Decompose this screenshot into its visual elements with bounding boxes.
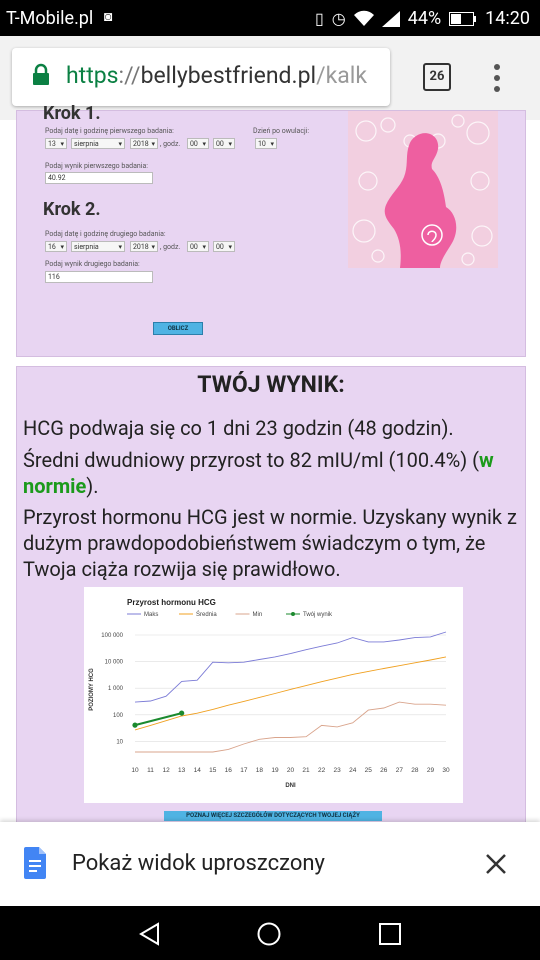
- hcg-chart: [84, 587, 463, 803]
- document-icon: [24, 847, 46, 879]
- ovulation-label: Dzień po owulacji:: [253, 127, 310, 135]
- step1-date-label: Podaj datę i godzinę pierwszego badania:: [45, 127, 174, 135]
- series-line-min: [135, 702, 446, 752]
- x-tick-label: 18: [255, 767, 264, 774]
- x-tick-label: 14: [193, 767, 201, 774]
- more-details-button[interactable]: POZNAJ WIĘCEJ SZCZEGÓŁÓW DOTYCZĄCYCH TWOJEJ CIĄŻY: [164, 811, 382, 821]
- step1-heading: Krok 1.: [43, 103, 101, 124]
- x-tick-label: 28: [411, 767, 419, 774]
- step1-year-select[interactable]: 2018 ▾: [130, 138, 158, 149]
- step1-minute-select[interactable]: 00 ▾: [213, 138, 235, 149]
- step2-heading: Krok 2.: [43, 199, 101, 220]
- x-axis-label: DNI: [285, 783, 296, 789]
- result-summary: Przyrost hormonu HCG jest w normie. Uzyskany wynik z dużym prawdopodobieństwem świadczym o tym, że Twoja ciąża rozwija się prawidłowo.: [23, 505, 517, 581]
- legend-label: Średnia: [196, 612, 217, 618]
- x-tick-label: 13: [178, 767, 186, 774]
- alarm-icon: ◷: [331, 9, 346, 28]
- step1-day-select[interactable]: 13 ▾: [45, 138, 67, 149]
- step2-day-select[interactable]: 16 ▾: [45, 241, 67, 252]
- x-tick-label: 23: [333, 767, 341, 774]
- close-icon[interactable]: [485, 853, 507, 875]
- x-tick-label: 27: [395, 767, 403, 774]
- step1-result-input[interactable]: 40.92: [45, 172, 153, 184]
- signal-icon: [382, 11, 400, 27]
- x-tick-label: 29: [426, 767, 435, 774]
- overflow-menu-icon[interactable]: [490, 64, 504, 94]
- result-title: TWÓJ WYNIK:: [197, 371, 345, 398]
- x-tick-label: 15: [209, 767, 217, 774]
- x-tick-label: 25: [364, 767, 372, 774]
- vibrate-icon: ▯: [314, 9, 324, 28]
- step2-month-select[interactable]: sierpnia ▾: [71, 241, 125, 252]
- navigation-bar: [0, 906, 540, 960]
- y-tick-label: 10 000: [104, 659, 123, 666]
- series-line--rednia: [135, 657, 446, 730]
- status-bar: [0, 0, 540, 36]
- step1-result-label: Podaj wynik pierwszego badania:: [45, 162, 148, 170]
- result-doubling-time: HCG podwaja się co 1 dni 23 godzin (48 godzin).: [23, 416, 454, 440]
- y-tick-label: 1 000: [107, 686, 123, 693]
- x-tick-label: 16: [224, 767, 232, 774]
- pregnant-woman-illustration: [348, 111, 498, 268]
- result-panel: [16, 366, 526, 838]
- y-tick-label: 100 000: [101, 633, 123, 640]
- y-axis-label: POZIOMY HCG: [89, 668, 95, 711]
- x-tick-label: 26: [380, 767, 388, 774]
- step1-month-select[interactable]: sierpnia ▾: [71, 138, 125, 149]
- legend-marker: [291, 612, 295, 616]
- ovulation-select[interactable]: 10 ▾: [255, 138, 277, 149]
- back-icon[interactable]: [138, 922, 162, 946]
- clock-time: 14:20: [485, 8, 530, 29]
- godz-label: , godz.: [160, 140, 181, 148]
- x-tick-label: 12: [162, 767, 170, 774]
- x-tick-label: 20: [286, 767, 295, 774]
- x-tick-label: 17: [240, 767, 248, 774]
- x-tick-label: 11: [147, 767, 154, 774]
- step2-minute-select[interactable]: 00 ▾: [213, 241, 235, 252]
- result-status: w normie: [23, 448, 494, 498]
- url-text: https://bellybestfriend.pl/kalk: [66, 62, 367, 89]
- x-tick-label: 19: [271, 767, 279, 774]
- simplified-view-label: Pokaż widok uproszczony: [72, 851, 325, 876]
- x-tick-label: 10: [131, 767, 139, 774]
- step2-result-input[interactable]: 116: [45, 271, 153, 283]
- recents-icon[interactable]: [379, 923, 401, 945]
- legend-label: Twój wynik: [303, 612, 333, 618]
- page-content: [0, 103, 540, 822]
- step2-hour-select[interactable]: 00 ▾: [187, 241, 209, 252]
- calculate-button[interactable]: OBLICZ: [153, 322, 203, 335]
- x-tick-label: 22: [317, 767, 326, 774]
- step2-date-label: Podaj datę i godzinę drugiego badania:: [45, 230, 166, 238]
- series-line-maks: [135, 632, 446, 702]
- user-result-point: [132, 723, 137, 728]
- lock-icon: [32, 64, 50, 86]
- chart-title: Przyrost hormonu HCG: [127, 598, 216, 607]
- url-bar[interactable]: [12, 48, 390, 106]
- result-average-increase: Średni dwudniowy przyrost to 82 mIU/ml (100.4%) (w normie).: [23, 448, 494, 498]
- y-tick-label: 100: [112, 712, 123, 719]
- simplified-view-banner[interactable]: [0, 822, 540, 906]
- step2-result-label: Podaj wynik drugiego badania:: [45, 260, 140, 268]
- battery-level: 44%: [407, 8, 442, 29]
- y-tick-label: 10: [116, 739, 123, 746]
- x-tick-label: 24: [349, 767, 357, 774]
- battery-icon: [449, 11, 477, 27]
- legend-label: Maks: [144, 612, 159, 618]
- instagram-icon: ◙: [104, 9, 113, 25]
- step1-hour-select[interactable]: 00 ▾: [187, 138, 209, 149]
- home-icon[interactable]: [257, 922, 281, 946]
- step2-year-select[interactable]: 2018 ▾: [130, 241, 158, 252]
- carrier-name: T-Mobile.pl: [6, 8, 94, 29]
- legend-label: Min: [252, 612, 263, 618]
- user-result-point: [179, 710, 184, 715]
- calculator-form: [16, 103, 526, 357]
- godz-label-2: , godz.: [160, 243, 181, 251]
- x-tick-label: 21: [302, 767, 310, 774]
- tab-switcher-button[interactable]: 26: [423, 63, 451, 91]
- x-tick-label: 30: [442, 767, 450, 774]
- wifi-icon: [354, 11, 374, 27]
- hcg-chart-svg: [84, 587, 463, 803]
